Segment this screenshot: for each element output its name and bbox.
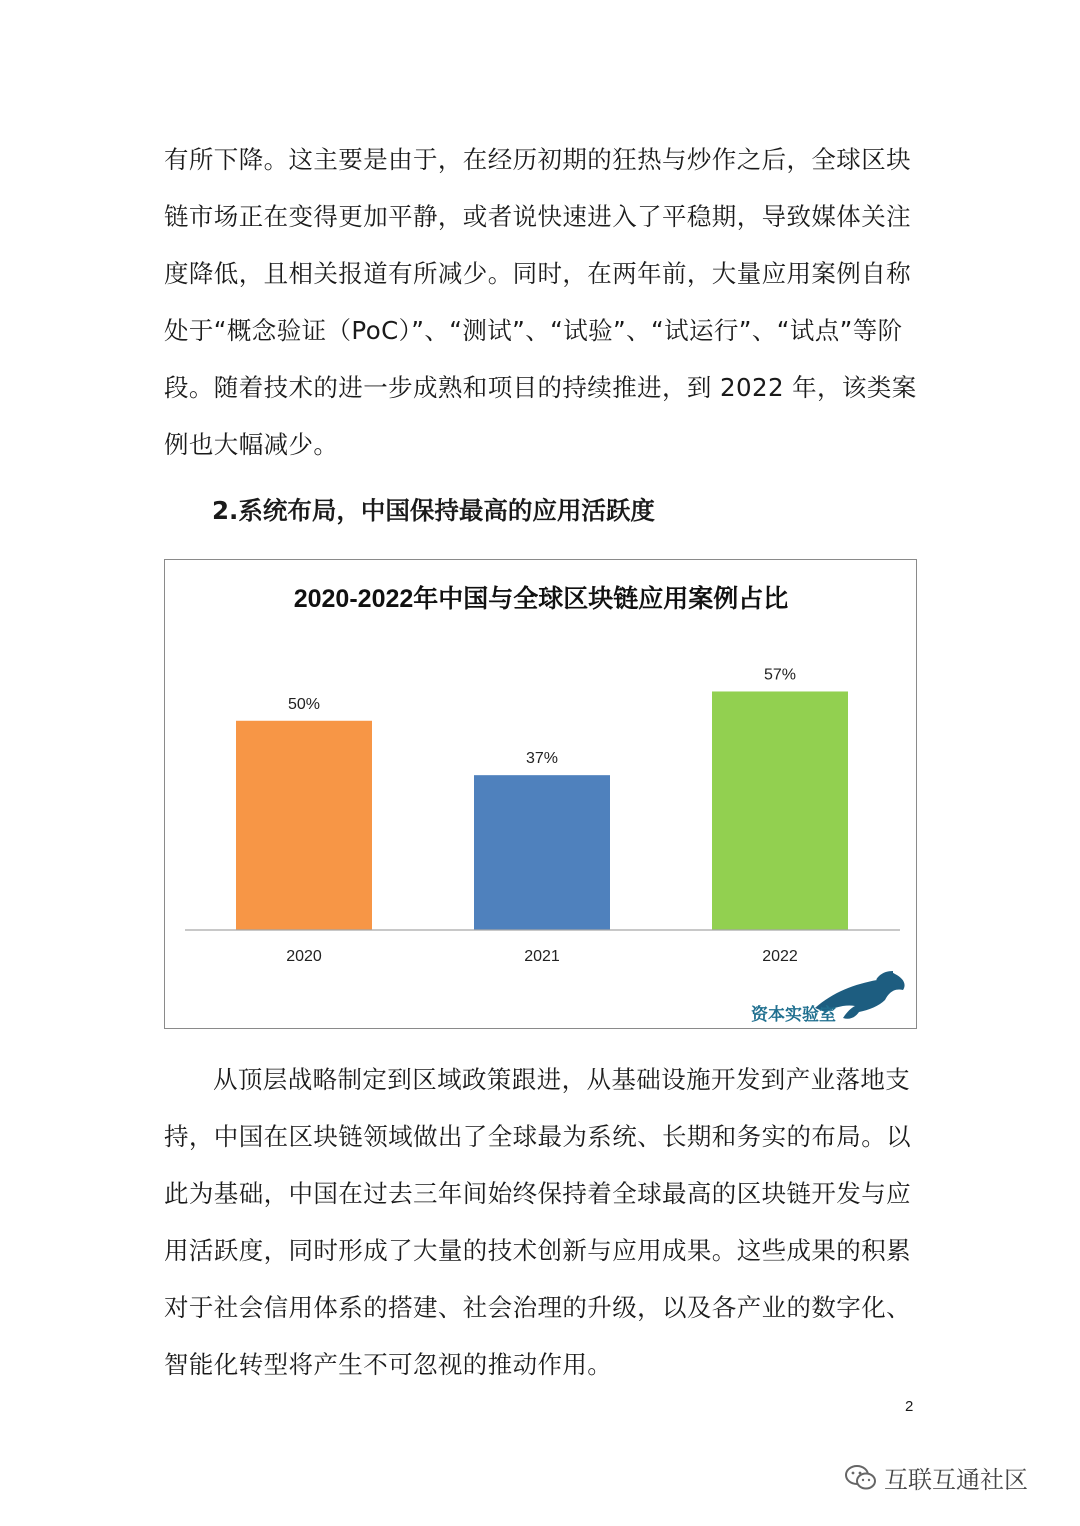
x-tick-label-2020: 2020	[286, 948, 322, 965]
data-label-2020: 50%	[287, 695, 321, 713]
text-line: 度降低，且相关报道有所减少。同时，在两年前，大量应用案例自称	[164, 259, 911, 288]
wechat-icon	[844, 1463, 878, 1493]
bar-2022	[712, 691, 848, 930]
chart-title: 2020-2022年中国与全球区块链应用案例占比	[293, 585, 789, 613]
text-line: 持，中国在区块链领域做出了全球最为系统、长期和务实的布局。以	[164, 1122, 911, 1151]
paragraph-intro	[164, 131, 916, 473]
chart-canvas	[165, 560, 918, 1030]
x-tick-label-2022: 2022	[762, 948, 798, 965]
data-label-2022: 57%	[763, 666, 797, 684]
bar-2020	[236, 721, 372, 930]
watermark-logo	[751, 972, 905, 1025]
bar-chart	[164, 559, 917, 1029]
x-tick-label-2021: 2021	[524, 948, 560, 965]
footer-brand[interactable]	[844, 1460, 1028, 1495]
footer-brand-label: 互联互通社区	[884, 1466, 1028, 1494]
text-line: 用活跃度，同时形成了大量的技术创新与应用成果。这些成果的积累	[164, 1236, 911, 1265]
paragraph-analysis	[164, 1051, 916, 1393]
text-line: 段。随着技术的进一步成熟和项目的持续推进，到 2022 年，该类案	[164, 373, 917, 402]
section-heading: 2.系统布局，中国保持最高的应用活跃度	[212, 496, 655, 525]
text-line: 智能化转型将产生不可忽视的推动作用。	[164, 1350, 613, 1379]
page-number: 2	[905, 1398, 914, 1415]
text-line: 链市场正在变得更加平静，或者说快速进入了平稳期，导致媒体关注	[164, 202, 911, 231]
text-line: 从顶层战略制定到区域政策跟进，从基础设施开发到产业落地支	[213, 1065, 911, 1094]
data-label-2021: 37%	[525, 750, 559, 768]
text-line: 此为基础，中国在过去三年间始终保持着全球最高的区块链开发与应	[164, 1179, 911, 1208]
text-line: 对于社会信用体系的搭建、社会治理的升级，以及各产业的数字化、	[164, 1293, 911, 1322]
watermark-text: 资本实验室	[751, 1005, 836, 1025]
text-line: 处于“概念验证（PoC）”、“测试”、“试验”、“试运行”、“试点”等阶	[164, 316, 903, 345]
bar-2021	[474, 775, 610, 930]
text-line: 例也大幅减少。	[164, 430, 339, 459]
text-line: 有所下降。这主要是由于，在经历初期的狂热与炒作之后，全球区块	[164, 145, 911, 174]
